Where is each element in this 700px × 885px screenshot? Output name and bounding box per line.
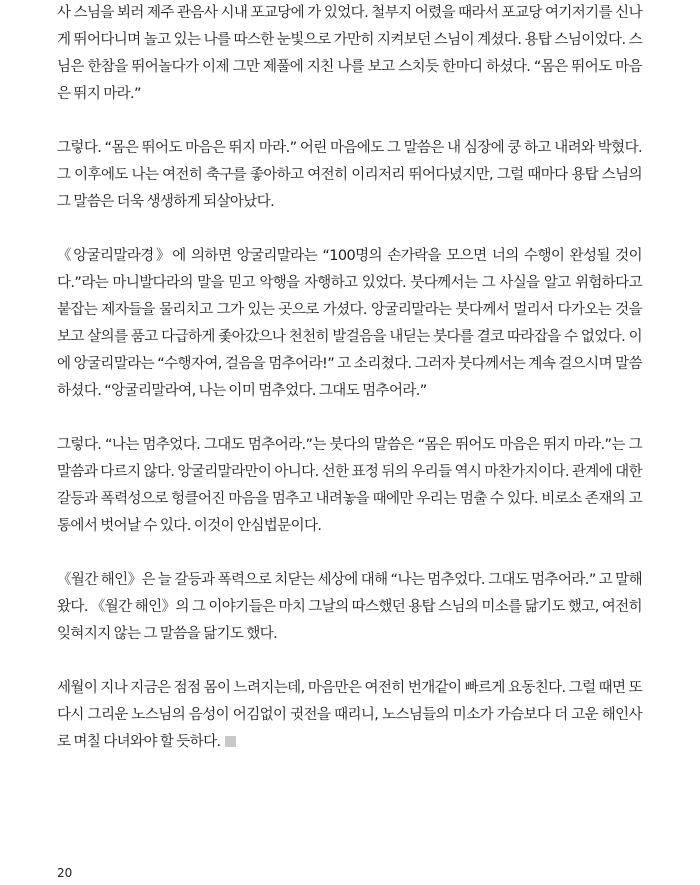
- paragraph-6-text: 세월이 지나 지금은 점점 몸이 느려지는데, 마음만은 여전히 번개같이 빠르게 요동친다. 그럴 때면 또다시 그리운 노스님의 음성이 어김없이 귓전을 때리니, 노스님들의 미소가 가슴보다 더 고운 해인사로 며칠 다녀와야 할 듯하다.: [57, 680, 642, 750]
- paragraph-4: 그렇다. “나는 멈추었다. 그대도 멈추어라.”는 붓다의 말씀은 “몸은 뛰어도 마음은 뛰지 마라.”는 그 말씀과 다르지 않다. 앙굴리말라만이 아니다. 선한 표정 뒤의 우리들 역시 마찬가지이다. 관계에 대한 갈등과 폭력성으로 헝클어진 마음을 멈추고 내려놓을 때에만 우리는 멈출 수 있다. 비로소 존재의 고통에서 벗어날 수 있다. 이것이 안심법문이다.: [57, 437, 642, 534]
- page-number: 20: [57, 866, 73, 880]
- paragraph-3: 《앙굴리말라경》에 의하면 앙굴리말라는 “100명의 손가락을 모으면 너의 수행이 완성될 것이다.”라는 마니발다라의 말을 믿고 악행을 자행하고 있었다. 붓다께서는 그 사실을 알고 위험하다고 붙잡는 제자들을 물리치고 그가 있는 곳으로 가셨다. 앙굴리말라는 붓다께서 멀리서 다가오는 것을 보고 살의를 품고 다급하게 좇아갔으나 천천히 발걸음을 내딛는 붓다를 결코 따라잡을 수 없었다. 이에 앙굴리말라는 “수행자여, 걸음을 멈추어라!” 고 소리쳤다. 그러자 붓다께서는 계속 걸으시며 말씀하셨다. “앙굴리말라여, 나는 이미 멈추었다. 그대도 멈추어라.”: [57, 248, 642, 399]
- paragraph-6: [57, 675, 642, 756]
- paragraph-2: 그렇다. “몸은 뛰어도 마음은 뛰지 마라.” 어린 마음에도 그 말씀은 내 심장에 쿵 하고 내려와 박혔다. 그 이후에도 나는 여전히 축구를 좋아하고 여전히 이리저리 뛰어다녔지만, 그럴 때마다 용탑 스님의 그 말씀은 더욱 생생하게 되살아났다.: [57, 140, 642, 210]
- paragraph-1: 사 스님을 뵈러 제주 관음사 시내 포교당에 가 있었다. 철부지 어렸을 때라서 포교당 여기저기를 신나게 뛰어다니며 놀고 있는 나를 따스한 눈빛으로 가만히 지켜보던 스님이 계셨다. 용탑 스님이었다. 스님은 한참을 뛰어놀다가 이제 그만 제풀에 지친 나를 보고 스치듯 한마디 하셨다. “몸은 뛰어도 마음은 뛰지 마라.”: [57, 5, 642, 102]
- end-of-article-mark-icon: [225, 736, 236, 747]
- paragraph-5: 《월간 해인》은 늘 갈등과 폭력으로 치닫는 세상에 대해 “나는 멈추었다. 그대도 멈추어라.” 고 말해왔다. 《월간 해인》의 그 이야기들은 마치 그날의 따스했던 용탑 스님의 미소를 닮기도 했고, 여전히 잊혀지지 않는 그 말씀을 닮기도 했다.: [57, 572, 642, 642]
- article-body: [57, 0, 642, 756]
